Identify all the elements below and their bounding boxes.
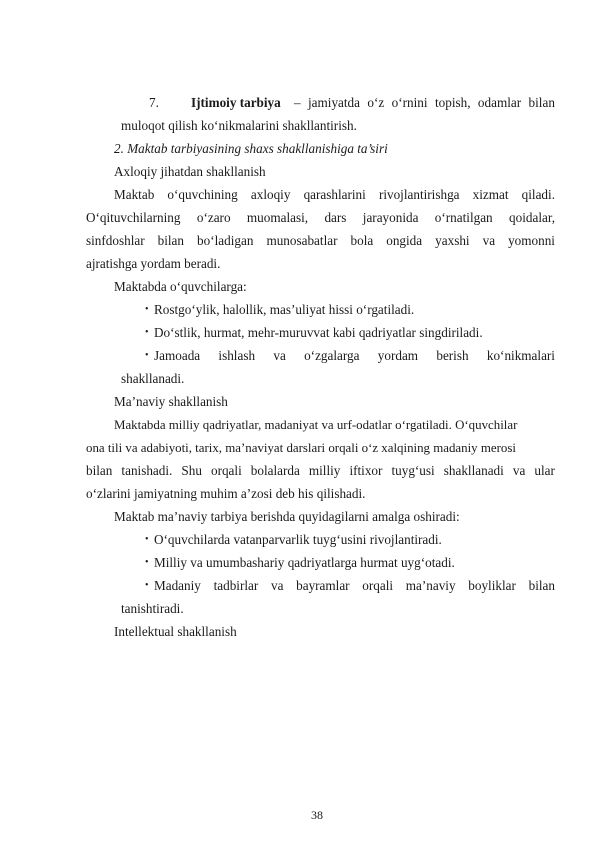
word: o‘rnini bbox=[391, 95, 428, 110]
bullet-icon: • bbox=[145, 557, 149, 568]
section-heading: 2. Maktab tarbiyasining shaxs shakllanishiga ta’siri bbox=[114, 141, 388, 156]
term-bold: Ijtimoiy tarbiya bbox=[191, 95, 281, 110]
paragraph-line: o‘zlarini jamiyatning muhim a’zosi deb his qilishadi. bbox=[86, 486, 366, 501]
word: bilan bbox=[528, 95, 555, 110]
list-intro: Maktab ma’naviy tarbiya berishda quyidagilarni amalga oshiradi: bbox=[114, 509, 460, 524]
list-intro: Maktabda o‘quvchilarga: bbox=[114, 279, 247, 294]
page-number: 38 bbox=[311, 808, 323, 822]
word: o‘z bbox=[367, 95, 385, 110]
list-number: 7. bbox=[149, 95, 159, 110]
paragraph-line: Maktabda milliy qadriyatlar, madaniyat va urf-odatlar o‘rgatiladi. O‘quvchilar bbox=[114, 418, 518, 432]
bullet-item: Rostgo‘ylik, halollik, mas’uliyat hissi o‘rgatiladi. bbox=[154, 302, 415, 317]
bullet-item: Madaniy tadbirlar va bayramlar orqali ma’naviy boyliklar bilan bbox=[154, 578, 555, 593]
paragraph-line: sinfdoshlar bilan bo‘ladigan munosabatlar bola ongida yaxshi va yomonni bbox=[86, 233, 555, 248]
bullet-item: O‘quvchilarda vatanparvarlik tuyg‘usini rivojlantiradi. bbox=[154, 532, 442, 547]
bullet-icon: • bbox=[145, 580, 149, 591]
bullet-icon: • bbox=[145, 534, 149, 545]
subheading-spiritual: Ma’naviy shakllanish bbox=[114, 394, 228, 409]
paragraph-line: bilan tanishadi. Shu orqali bolalarda milliy iftixor tuyg‘usi shakllanadi va ular bbox=[86, 463, 555, 478]
word: jamiyatda bbox=[308, 95, 360, 110]
paragraph-line: O‘qituvchilarning o‘zaro muomalasi, dars jarayonida o‘rnatilgan qoidalar, bbox=[86, 210, 555, 225]
word: odamlar bbox=[477, 95, 522, 110]
item7-line1 bbox=[294, 95, 555, 111]
bullet-item: Jamoada ishlash va o‘zgalarga yordam berish ko‘nikmalari bbox=[154, 348, 555, 363]
subheading-moral: Axloqiy jihatdan shakllanish bbox=[114, 164, 266, 179]
bullet-icon: • bbox=[145, 304, 149, 315]
bullet-item: Do‘stlik, hurmat, mehr-muruvvat kabi qadriyatlar singdiriladi. bbox=[154, 325, 483, 340]
paragraph-line: ona tili va adabiyoti, tarix, ma’naviyat darslari orqali o‘z xalqining madaniy merosi bbox=[86, 441, 516, 455]
word: topish, bbox=[434, 95, 471, 110]
word: – bbox=[294, 95, 301, 110]
item7-line2: muloqot qilish ko‘nikmalarini shakllantirish. bbox=[121, 118, 357, 133]
paragraph-line: Maktab o‘quvchining axloqiy qarashlarini rivojlantirishga xizmat qiladi. bbox=[114, 187, 555, 202]
bullet-item-cont: tanishtiradi. bbox=[121, 601, 184, 616]
paragraph-line: ajratishga yordam beradi. bbox=[86, 256, 221, 271]
subheading-intellectual: Intellektual shakllanish bbox=[114, 624, 237, 639]
bullet-item: Milliy va umumbashariy qadriyatlarga hurmat uyg‘otadi. bbox=[154, 555, 455, 570]
bullet-item-cont: shakllanadi. bbox=[121, 371, 185, 386]
bullet-icon: • bbox=[145, 327, 149, 338]
bullet-icon: • bbox=[145, 350, 149, 361]
